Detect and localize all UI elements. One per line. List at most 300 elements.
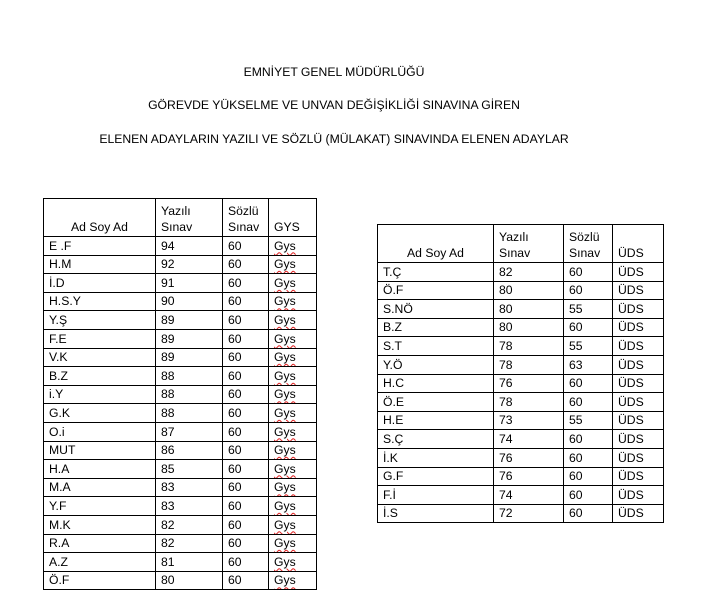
candidate-initials: B.Z [49,368,68,383]
table-row [378,486,664,505]
candidate-initials-cell [44,422,156,441]
header-name-label: Ad Soy Ad [71,220,128,234]
oral-score-cell [223,478,269,497]
candidate-initials-cell [44,255,156,274]
oral-score: 55 [569,413,583,428]
exam-type: ÜDS [618,357,644,372]
exam-type-cell [613,411,664,430]
exam-type: ÜDS [618,450,644,465]
exam-type-cell [613,374,664,393]
header-written-line1: Yazılı [161,204,191,218]
table-row [378,467,664,486]
oral-score-cell [223,311,269,330]
oral-score-cell [564,355,613,374]
exam-type: Gys [274,536,296,551]
written-score: 76 [499,376,513,391]
candidate-initials: F.İ [383,487,396,502]
oral-score-cell [223,367,269,386]
oral-score-cell [223,348,269,367]
exam-type-cell [613,355,664,374]
candidate-initials-cell [378,337,494,356]
exam-type: ÜDS [618,376,644,391]
oral-score: 60 [228,350,242,365]
written-score: 80 [499,301,513,316]
exam-type-cell [269,571,317,590]
exam-type-cell [613,430,664,449]
header-written-line1: Yazılı [499,230,529,244]
table-row [44,292,317,311]
written-score: 92 [161,257,175,272]
candidate-initials-cell [44,292,156,311]
exam-type-cell [613,300,664,319]
candidate-initials: H.A [49,461,70,476]
exam-type: Gys [274,350,296,365]
exam-type: Gys [274,554,296,569]
candidate-initials-cell [44,404,156,423]
oral-score-cell [564,318,613,337]
candidate-initials-cell [378,281,494,300]
table-header-row [44,199,317,237]
exam-type: ÜDS [618,301,644,316]
exam-type-cell [613,263,664,282]
exam-type: Gys [274,405,296,420]
candidate-initials-cell [44,534,156,553]
written-score: 89 [161,312,175,327]
table-row [44,441,317,460]
written-score-cell [494,374,564,393]
table-row [44,404,317,423]
oral-score-cell [223,237,269,256]
written-score-cell [156,534,223,553]
candidate-initials: Y.F [49,498,67,513]
oral-score-cell [223,571,269,590]
header-oral-line1: Sözlü [569,230,600,244]
table-row [44,478,317,497]
oral-score: 60 [228,331,242,346]
candidate-initials: T.Ç [383,264,402,279]
oral-score-cell [564,467,613,486]
exam-type: Gys [274,461,296,476]
candidate-initials-cell [378,263,494,282]
exam-type-cell [269,553,317,572]
exam-type: ÜDS [618,487,644,502]
header-exam-type-label: ÜDS [618,246,644,260]
exam-type-cell [269,311,317,330]
candidate-initials-cell [378,504,494,523]
written-score: 78 [499,357,513,372]
exam-type: ÜDS [618,338,644,353]
header-name [44,199,156,237]
written-score-cell [494,393,564,412]
exam-type-cell [613,467,664,486]
candidate-initials: M.K [49,517,71,532]
written-score-cell [494,467,564,486]
written-score-cell [156,255,223,274]
oral-score-cell [223,460,269,479]
candidate-initials-cell [44,348,156,367]
oral-score: 60 [569,376,583,391]
candidate-initials-cell [44,478,156,497]
exam-type: Gys [274,480,296,495]
written-score-cell [494,300,564,319]
table-row [44,367,317,386]
oral-score: 60 [569,283,583,298]
exam-type-cell [269,329,317,348]
table-row [44,255,317,274]
candidate-initials: G.K [49,405,70,420]
written-score-cell [494,448,564,467]
oral-score: 60 [228,312,242,327]
exam-type: Gys [274,498,296,513]
table-row [378,337,664,356]
written-score-cell [156,274,223,293]
candidate-initials: S.T [383,338,402,353]
candidate-initials-cell [378,393,494,412]
exam-type-cell [269,422,317,441]
written-score-cell [156,311,223,330]
exam-type: Gys [274,257,296,272]
written-score-cell [494,263,564,282]
candidate-initials-cell [44,460,156,479]
written-score-cell [494,337,564,356]
oral-score-cell [564,504,613,523]
oral-score: 55 [569,338,583,353]
table-row [44,329,317,348]
candidate-initials-cell [378,467,494,486]
written-score: 74 [499,431,513,446]
oral-score-cell [564,300,613,319]
exam-type-cell [269,255,317,274]
header-written-exam [156,199,223,237]
written-score: 80 [161,573,175,588]
table-row [378,374,664,393]
candidate-initials-cell [378,430,494,449]
exam-type: Gys [274,331,296,346]
oral-score-cell [564,448,613,467]
candidate-initials-cell [378,318,494,337]
candidate-initials: İ.K [383,450,398,465]
written-score: 89 [161,350,175,365]
candidate-initials-cell [44,515,156,534]
exam-type-cell [269,497,317,516]
written-score: 88 [161,405,175,420]
oral-score-cell [564,263,613,282]
header-exam-type [613,225,664,263]
exam-type: Gys [274,294,296,309]
table-row [378,411,664,430]
oral-score: 60 [228,257,242,272]
table-row [378,355,664,374]
oral-score-cell [223,292,269,311]
oral-score-cell [223,274,269,293]
written-score: 76 [499,450,513,465]
exam-type-cell [613,393,664,412]
oral-score: 60 [569,450,583,465]
header-exam-type [269,199,317,237]
header-exam-type-label: GYS [274,220,300,234]
exam-type: ÜDS [618,469,644,484]
table-header-row [378,225,664,263]
exam-type: ÜDS [618,264,644,279]
exam-type: ÜDS [618,506,644,521]
exam-type-cell [269,404,317,423]
exam-type: Gys [274,275,296,290]
written-score: 82 [161,536,175,551]
oral-score-cell [223,422,269,441]
candidate-initials-cell [44,553,156,572]
written-score-cell [156,367,223,386]
header-oral-exam [564,225,613,263]
candidate-initials: Y.Ş [49,312,68,327]
oral-score: 60 [228,536,242,551]
candidate-initials-cell [378,300,494,319]
candidate-initials: R.A [49,536,70,551]
candidate-initials: H.M [49,257,72,272]
oral-score: 60 [228,294,242,309]
exam-type: Gys [274,424,296,439]
exam-type-cell [269,237,317,256]
exam-type: ÜDS [618,320,644,335]
written-score-cell [494,355,564,374]
exam-type: Gys [274,573,296,588]
written-score-cell [156,553,223,572]
candidate-initials-cell [378,355,494,374]
oral-score: 60 [569,469,583,484]
oral-score-cell [223,497,269,516]
written-score-cell [156,515,223,534]
candidate-initials-cell [44,385,156,404]
oral-score: 60 [228,573,242,588]
written-score: 83 [161,480,175,495]
table-row [44,534,317,553]
header-written-exam [494,225,564,263]
oral-score-cell [223,329,269,348]
oral-score: 60 [228,275,242,290]
candidate-initials: İ.D [49,275,65,290]
header-oral-line2: Sınav [228,220,260,234]
header-written-line2: Sınav [499,246,531,260]
table-row [44,553,317,572]
exam-type-cell [269,515,317,534]
written-score-cell [156,237,223,256]
table-row [378,300,664,319]
exam-type: Gys [274,517,296,532]
written-score: 89 [161,331,175,346]
oral-score: 60 [228,424,242,439]
written-score-cell [156,497,223,516]
exam-type-cell [269,478,317,497]
oral-score: 60 [569,431,583,446]
candidate-initials: E .F [49,238,72,253]
oral-score-cell [223,404,269,423]
written-score: 72 [499,506,513,521]
written-score-cell [494,411,564,430]
oral-score-cell [564,393,613,412]
header-oral-exam [223,199,269,237]
table-row [378,263,664,282]
oral-score-cell [223,553,269,572]
written-score: 74 [499,487,513,502]
exam-type: Gys [274,443,296,458]
table-row [378,281,664,300]
candidate-initials: İ.S [383,506,398,521]
candidate-initials: H.E [383,413,404,428]
candidate-initials-cell [44,237,156,256]
table-row [378,393,664,412]
oral-score: 60 [228,461,242,476]
table-row [44,497,317,516]
table-row [378,504,664,523]
written-score-cell [156,460,223,479]
table-row [44,348,317,367]
exam-type-cell [269,367,317,386]
candidate-initials-cell [378,486,494,505]
table-row [44,515,317,534]
document-title-eliminated: ELENEN ADAYLARIN YAZILI VE SÖZLÜ (MÜLAKAT) SINAVINDA ELENEN ADAYLAR [99,132,569,146]
oral-score: 60 [569,264,583,279]
exam-type: ÜDS [618,413,644,428]
written-score-cell [494,486,564,505]
exam-type-cell [613,486,664,505]
header-name-label: Ad Soy Ad [407,246,464,260]
candidate-initials: H.S.Y [49,294,81,309]
document-title-exam: GÖREVDE YÜKSELME VE UNVAN DEĞİŞİKLİĞİ SINAVINA GİREN [148,98,520,112]
exam-type-cell [269,274,317,293]
written-score-cell [156,571,223,590]
written-score-cell [494,318,564,337]
gys-eliminated-table [43,198,317,590]
table-row [378,318,664,337]
exam-type: Gys [274,368,296,383]
exam-type: Gys [274,238,296,253]
candidate-initials-cell [44,497,156,516]
header-written-line2: Sınav [161,220,193,234]
written-score: 81 [161,554,175,569]
candidate-initials: F.E [49,331,67,346]
oral-score-cell [564,281,613,300]
candidate-initials-cell [44,311,156,330]
table-row [44,385,317,404]
written-score: 78 [499,338,513,353]
written-score-cell [156,329,223,348]
oral-score: 60 [228,443,242,458]
exam-type: ÜDS [618,394,644,409]
written-score: 76 [499,469,513,484]
document-title-organization: EMNİYET GENEL MÜDÜRLÜĞÜ [243,65,425,79]
table-row [44,237,317,256]
candidate-initials-cell [44,441,156,460]
exam-type-cell [613,281,664,300]
written-score-cell [156,478,223,497]
candidate-initials: MUT [49,443,76,458]
oral-score-cell [223,255,269,274]
candidate-initials: Y.Ö [383,357,403,372]
header-oral-line1: Sözlü [228,204,259,218]
exam-type-cell [269,441,317,460]
oral-score-cell [223,515,269,534]
exam-type: Gys [274,312,296,327]
exam-type-cell [269,460,317,479]
table-row [44,571,317,590]
oral-score: 60 [569,394,583,409]
exam-type-cell [613,448,664,467]
candidate-initials: i.Y [49,387,64,402]
table-row [44,274,317,293]
oral-score: 60 [228,480,242,495]
header-name [378,225,494,263]
oral-score: 60 [569,506,583,521]
candidate-initials-cell [378,374,494,393]
oral-score-cell [223,534,269,553]
header-oral-line2: Sınav [569,246,601,260]
exam-type-cell [269,534,317,553]
candidate-initials: Ö.F [49,573,70,588]
oral-score-cell [223,385,269,404]
oral-score-cell [564,411,613,430]
candidate-initials: B.Z [383,320,402,335]
written-score: 73 [499,413,513,428]
exam-type: ÜDS [618,431,644,446]
oral-score-cell [564,430,613,449]
oral-score: 60 [228,238,242,253]
table-row [44,422,317,441]
table-row [44,311,317,330]
candidate-initials-cell [378,411,494,430]
candidate-initials: O.i [49,424,65,439]
exam-type-cell [613,318,664,337]
table-row [44,460,317,479]
written-score: 82 [499,264,513,279]
candidate-initials-cell [44,274,156,293]
oral-score: 63 [569,357,583,372]
oral-score: 60 [228,554,242,569]
written-score: 90 [161,294,175,309]
candidate-initials: S.Ç [383,431,404,446]
exam-type: ÜDS [618,283,644,298]
written-score-cell [156,385,223,404]
written-score: 86 [161,443,175,458]
oral-score: 55 [569,301,583,316]
oral-score: 60 [228,498,242,513]
written-score-cell [494,504,564,523]
written-score-cell [494,281,564,300]
exam-type-cell [613,337,664,356]
oral-score: 60 [569,320,583,335]
candidate-initials-cell [44,329,156,348]
candidate-initials: H.C [383,376,404,391]
candidate-initials: A.Z [49,554,68,569]
oral-score: 60 [228,405,242,420]
written-score: 87 [161,424,175,439]
candidate-initials: G.F [383,469,404,484]
written-score: 80 [499,320,513,335]
exam-type-cell [269,348,317,367]
written-score: 78 [499,394,513,409]
written-score: 94 [161,238,175,253]
candidate-initials-cell [44,367,156,386]
oral-score: 60 [569,487,583,502]
candidate-initials-cell [378,448,494,467]
candidate-initials: V.K [49,350,68,365]
oral-score: 60 [228,517,242,532]
exam-type: Gys [274,387,296,402]
candidate-initials: S.NÖ [383,301,413,316]
written-score: 85 [161,461,175,476]
table-row [378,448,664,467]
oral-score-cell [223,441,269,460]
written-score: 88 [161,368,175,383]
table-row [378,430,664,449]
